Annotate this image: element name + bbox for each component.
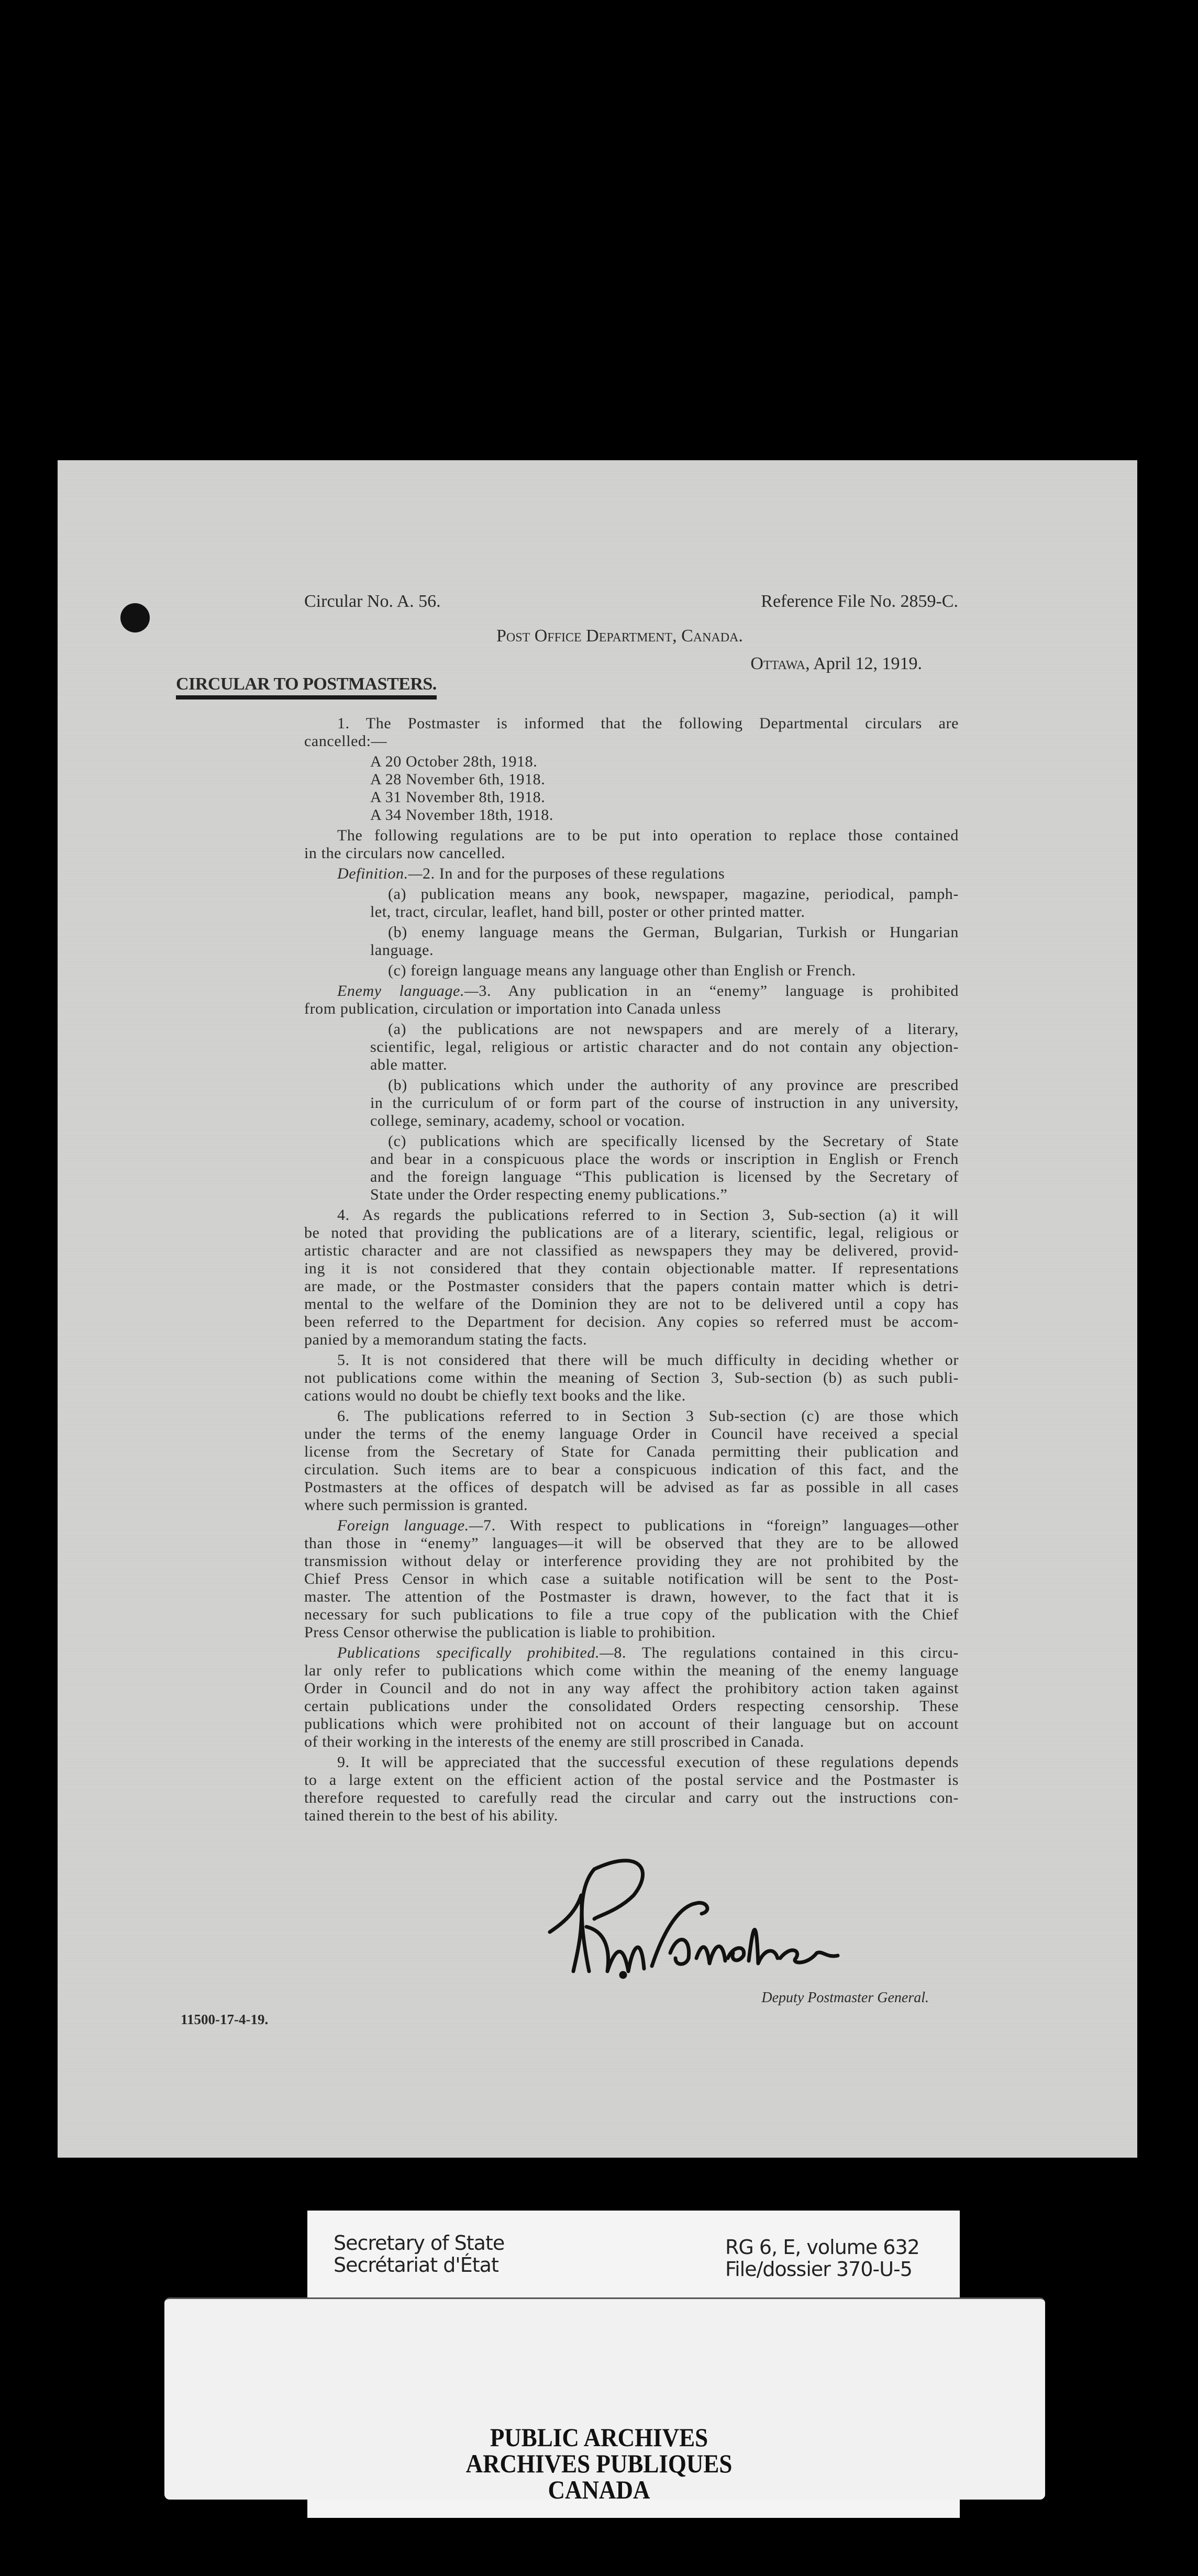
sub-clause [304, 1132, 959, 1204]
text-line [304, 941, 959, 959]
side-heading: Publications specifically prohibited.— [337, 1644, 614, 1661]
text-line [304, 806, 959, 824]
text-line [304, 1242, 959, 1260]
line-text: language. [370, 941, 434, 959]
line-text: A 20 October 28th, 1918. [370, 753, 538, 770]
text-line [304, 1644, 959, 1662]
text-line [304, 1132, 959, 1150]
line-text: publications which were prohibited not on account of their language but on account [304, 1715, 959, 1733]
text-line [304, 1020, 959, 1038]
text-line [304, 1369, 959, 1387]
sub-clause [304, 885, 959, 921]
line-text: in the circulars now cancelled. [304, 845, 506, 862]
text-line [304, 1206, 959, 1224]
line-text: from publication, circulation or importation into Canada unless [304, 1000, 721, 1017]
line-text: 9. It will be appreciated that the successful execution of these regulations depends [337, 1753, 959, 1771]
paragraph [304, 1407, 959, 1514]
department-name: Post Office Department, Canada. [496, 626, 743, 646]
line-text: mental to the welfare of the Dominion they are not to be delivered until a copy has [304, 1295, 959, 1313]
text-line [304, 962, 959, 980]
archive-file: File/dossier 370-U-5 [725, 2258, 912, 2281]
paragraph [304, 1753, 959, 1825]
text-line [304, 1496, 959, 1514]
text-line [304, 865, 959, 883]
line-text: Order in Council and do not in any way affect the prohibitory action taken against [304, 1680, 959, 1697]
text-line [304, 1606, 959, 1624]
sub-clause [304, 1020, 959, 1074]
line-text: 1. The Postmaster is informed that the following Departmental circulars are [337, 715, 959, 732]
line-text: be noted that providing the publications are of a literary, scientific, legal, religious or [304, 1224, 959, 1241]
text-line [304, 924, 959, 941]
text-line [304, 1570, 959, 1588]
line-text: (b) enemy language means the German, Bulgarian, Turkish or Hungarian [388, 924, 959, 941]
line-text: Press Censor otherwise the publication is liable to prohibition. [304, 1624, 716, 1641]
text-line [304, 845, 959, 862]
text-line [304, 1168, 959, 1186]
print-code: 11500-17-4-19. [181, 2012, 269, 2027]
line-text: tained therein to the best of his ability. [304, 1807, 558, 1824]
paragraph [304, 715, 959, 750]
line-text: let, tract, circular, leaflet, hand bill, poster or other printed matter. [370, 903, 805, 920]
signatory-title: Deputy Postmaster General. [761, 1990, 929, 2006]
line-text: master. The attention of the Postmaster is drawn, however, to the fact that it is [304, 1588, 959, 1605]
line-text: Postmasters at the offices of despatch will be advised as far as possible in all cases [304, 1479, 959, 1496]
department-fr: Secrétariat d'État [334, 2253, 498, 2277]
line-text: (c) foreign language means any language other than English or French. [388, 962, 856, 979]
line-text: The following regulations are to be put into operation to replace those contained [337, 827, 959, 844]
text-line [304, 753, 959, 771]
document-title: CIRCULAR TO POSTMASTERS. [176, 674, 437, 699]
text-line [304, 1517, 959, 1535]
text-line [304, 1715, 959, 1733]
line-text: 8. The regulations contained in this circu- [614, 1644, 959, 1661]
stamp-line: CANADA [548, 2475, 650, 2504]
text-line [304, 1387, 959, 1405]
line-text: A 34 November 18th, 1918. [370, 806, 553, 824]
line-text: in the curriculum of or form part of the course of instruction in any university, [370, 1094, 959, 1112]
text-line [304, 715, 959, 732]
line-text: (c) publications which are specifically licensed by the Secretary of State [388, 1132, 959, 1150]
punch-hole [120, 603, 150, 632]
text-line [304, 1733, 959, 1751]
text-line [304, 827, 959, 845]
line-text: 7. With respect to publications in “foreign” languages—other [483, 1517, 959, 1534]
place-date [750, 654, 922, 674]
text-line [304, 1112, 959, 1130]
text-line [304, 1479, 959, 1496]
line-text: A 31 November 8th, 1918. [370, 789, 546, 806]
signature [545, 1853, 859, 1979]
place: Ottawa [750, 654, 806, 673]
side-heading: Definition.— [337, 865, 423, 882]
text-line [304, 1407, 959, 1425]
line-text: artistic character and are not classified as newspapers they may be delivered, provid- [304, 1242, 959, 1259]
line-text: to a large extent on the efficient action of the postal service and the Postmaster is [304, 1771, 959, 1789]
text-line [304, 771, 959, 789]
cancelled-circulars-list [304, 753, 959, 824]
text-line [304, 1186, 959, 1204]
text-line [304, 1038, 959, 1056]
document-body [304, 712, 959, 1825]
line-text: panied by a memorandum stating the facts. [304, 1331, 587, 1348]
text-line [304, 1000, 959, 1018]
text-line [304, 1588, 959, 1606]
circular-number: Circular No. A. 56. [304, 592, 441, 611]
archive-volume: RG 6, E, volume 632 [725, 2236, 919, 2259]
line-text: (a) publication means any book, newspaper, magazine, periodical, pamph- [388, 885, 959, 903]
line-text: cancelled:— [304, 732, 387, 750]
reference-file: Reference File No. 2859-C. [761, 592, 958, 611]
line-text: lar only refer to publications which come within the meaning of the enemy language [304, 1662, 959, 1679]
text-line [304, 1552, 959, 1570]
line-text: been referred to the Department for decision. Any copies so referred must be accom- [304, 1313, 959, 1330]
text-line [304, 1443, 959, 1461]
line-text: 4. As regards the publications referred to in Section 3, Sub-section (a) it will [337, 1206, 959, 1224]
line-text: transmission without delay or interference providing they are not prohibited by the [304, 1552, 959, 1570]
line-text: A 28 November 6th, 1918. [370, 771, 546, 788]
text-line [304, 1662, 959, 1680]
text-line [304, 885, 959, 903]
paragraph [304, 1517, 959, 1641]
text-line [304, 903, 959, 921]
paragraph [304, 1351, 959, 1405]
line-text: 5. It is not considered that there will be much difficulty in deciding whether or [337, 1351, 959, 1369]
text-line [304, 1680, 959, 1697]
line-text: 2. In and for the purposes of these regulations [423, 865, 725, 882]
sub-clause [304, 1076, 959, 1130]
text-line [304, 732, 959, 750]
text-line [304, 1094, 959, 1112]
text-line [304, 1771, 959, 1789]
line-text: (a) the publications are not newspapers and are merely of a literary, [388, 1020, 959, 1038]
paragraph [304, 1206, 959, 1349]
line-text: therefore requested to carefully read the circular and carry out the instructions con- [304, 1789, 959, 1806]
sub-clause [304, 924, 959, 959]
line-text: (b) publications which under the authority of any province are prescribed [388, 1076, 959, 1094]
line-text: Chief Press Censor in which case a suitable notification will be sent to the Post- [304, 1570, 959, 1587]
line-text: 3. Any publication in an “enemy” language is prohibited [479, 982, 959, 1000]
text-line [304, 1753, 959, 1771]
text-line [304, 1807, 959, 1825]
line-text: of their working in the interests of the enemy are still proscribed in Canada. [304, 1733, 804, 1750]
line-text: cations would no doubt be chiefly text books and the like. [304, 1387, 686, 1404]
line-text: and bear in a conspicuous place the words or inscription in English or French [370, 1150, 959, 1168]
stamp-line: ARCHIVES PUBLIQUES [465, 2449, 733, 2478]
text-line [304, 1150, 959, 1168]
text-line [304, 1697, 959, 1715]
date: , April 12, 1919. [805, 654, 922, 673]
text-line [304, 1331, 959, 1349]
line-text: are made, or the Postmaster considers that the papers contain matter which is detri- [304, 1278, 959, 1295]
side-heading: Enemy language.— [337, 982, 479, 1000]
text-line [304, 1789, 959, 1807]
text-line [304, 1056, 959, 1074]
text-line [304, 1351, 959, 1369]
text-line [304, 1076, 959, 1094]
line-text: able matter. [370, 1056, 448, 1073]
line-text: college, seminary, academy, school or vocation. [370, 1112, 685, 1129]
line-text: 6. The publications referred to in Section 3 Sub-section (c) are those which [337, 1407, 959, 1425]
line-text: and the foreign language “This publication is licensed by the Secretary of [370, 1168, 959, 1185]
text-line [304, 1278, 959, 1295]
paragraph [304, 827, 959, 862]
archive-stamp [60, 2424, 1138, 2503]
paragraph [304, 1644, 959, 1751]
line-text: than those in “enemy” languages—it will be observed that they are to be allowed [304, 1535, 959, 1552]
line-text: State under the Order respecting enemy publications.” [370, 1186, 728, 1203]
text-line [304, 1260, 959, 1278]
line-text: necessary for such publications to file a true copy of the publication with the Chief [304, 1606, 959, 1623]
text-line [304, 1624, 959, 1641]
line-text: where such permission is granted. [304, 1496, 528, 1514]
text-line [304, 982, 959, 1000]
line-text: ing it is not considered that they contain objectionable matter. If representations [304, 1260, 959, 1277]
line-text: not publications come within the meaning of Section 3, Sub-section (b) as such publi- [304, 1369, 959, 1386]
text-line [304, 789, 959, 806]
text-line [304, 1224, 959, 1242]
text-line [304, 1295, 959, 1313]
text-line [304, 1425, 959, 1443]
line-text: license from the Secretary of State for Canada permitting their publication and [304, 1443, 959, 1460]
line-text: scientific, legal, religious or artistic character and do not contain any objection- [370, 1038, 959, 1056]
line-text: circulation. Such items are to bear a conspicuous indication of this fact, and the [304, 1461, 959, 1478]
line-text: under the terms of the enemy language Order in Council have received a special [304, 1425, 959, 1442]
stamp-line: PUBLIC ARCHIVES [490, 2423, 708, 2452]
side-heading: Foreign language.— [337, 1517, 484, 1534]
sub-clause [304, 962, 959, 980]
text-line [304, 1535, 959, 1552]
department-en: Secretary of State [334, 2231, 505, 2255]
text-line [304, 1461, 959, 1479]
paragraph [304, 865, 959, 883]
text-line [304, 1313, 959, 1331]
paragraph [304, 982, 959, 1018]
line-text: certain publications under the consolidated Orders respecting censorship. These [304, 1697, 959, 1715]
